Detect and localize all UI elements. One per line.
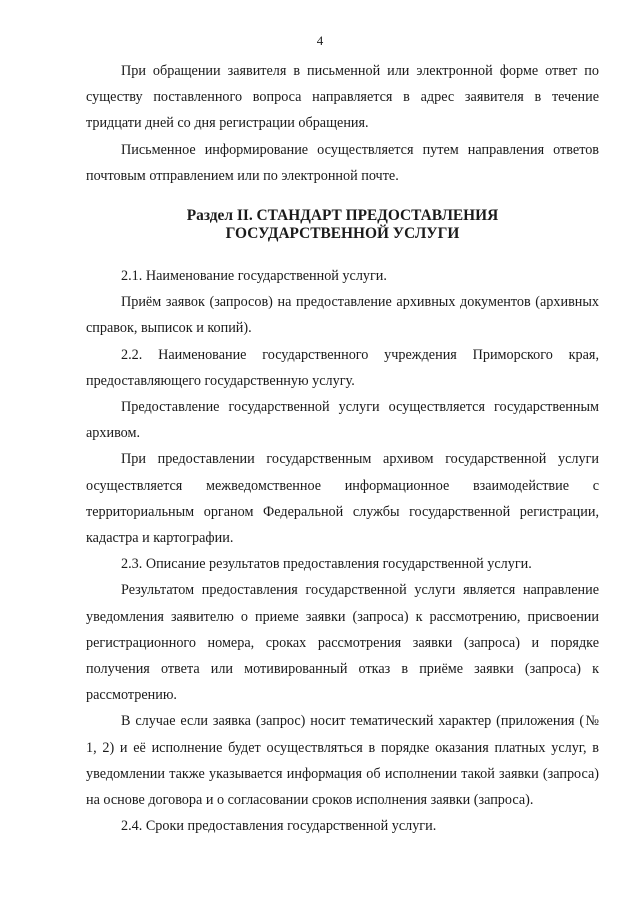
paragraph-2-1-title: 2.1. Наименование государственной услуги. <box>121 268 387 285</box>
paragraph-written-informing: Письменное информирование осуществляется путем направления ответов почтовым отправлением или по электронной почте. <box>86 141 599 184</box>
paragraph-thematic-request: В случае если заявка (запрос) носит тематический характер (приложения (№ 1, 2) и её исполнение будет осуществляться в порядке оказания платных услуг, в уведомлении также указывается информация об исполнении такой заявки (запроса) на основе договора и о согласовании сроков исполнения заявки (запроса). <box>86 713 599 809</box>
section-heading: Раздел II. СТАНДАРТ ПРЕДОСТАВЛЕНИЯ ГОСУДАРСТВЕННОЙ УСЛУГИ <box>186 207 499 243</box>
page-number: 4 <box>316 33 324 48</box>
paragraph-written-response: При обращении заявителя в письменной или электронной форме ответ по существу поставленного вопроса направляется в адрес заявителя в течение тридцати дней со дня регистрации обращения. <box>86 63 599 132</box>
paragraph-interagency: При предоставлении государственным архивом государственной услуги осуществляется межведомственное информационное взаимодействие с территориальным органом Федеральной службы государственной регистрации, кадастра и картографии. <box>86 451 599 547</box>
paragraph-2-4-title: 2.4. Сроки предоставления государственной услуги. <box>121 818 437 835</box>
paragraph-2-3-body: Результатом предоставления государственной услуги является направление уведомления заявителю о приеме заявки (запроса) к рассмотрению, присвоении регистрационного номера, сроках рассмотрения заявки (запроса) и порядке получения ответа или мотивированный отказ в приёме заявки (запроса) к рассмотрению. <box>86 582 599 704</box>
document-body <box>86 58 599 839</box>
paragraph-2-2-title: 2.2. Наименование государственного учреждения Приморского края, предоставляющего государственную услугу. <box>86 346 599 389</box>
paragraph-2-1-body: Приём заявок (запросов) на предоставление архивных документов (архивных справок, выписок и копий). <box>86 294 599 337</box>
paragraph-2-2-body: Предоставление государственной услуги осуществляется государственным архивом. <box>86 399 599 442</box>
paragraph-2-3-title: 2.3. Описание результатов предоставления государственной услуги. <box>121 556 532 573</box>
